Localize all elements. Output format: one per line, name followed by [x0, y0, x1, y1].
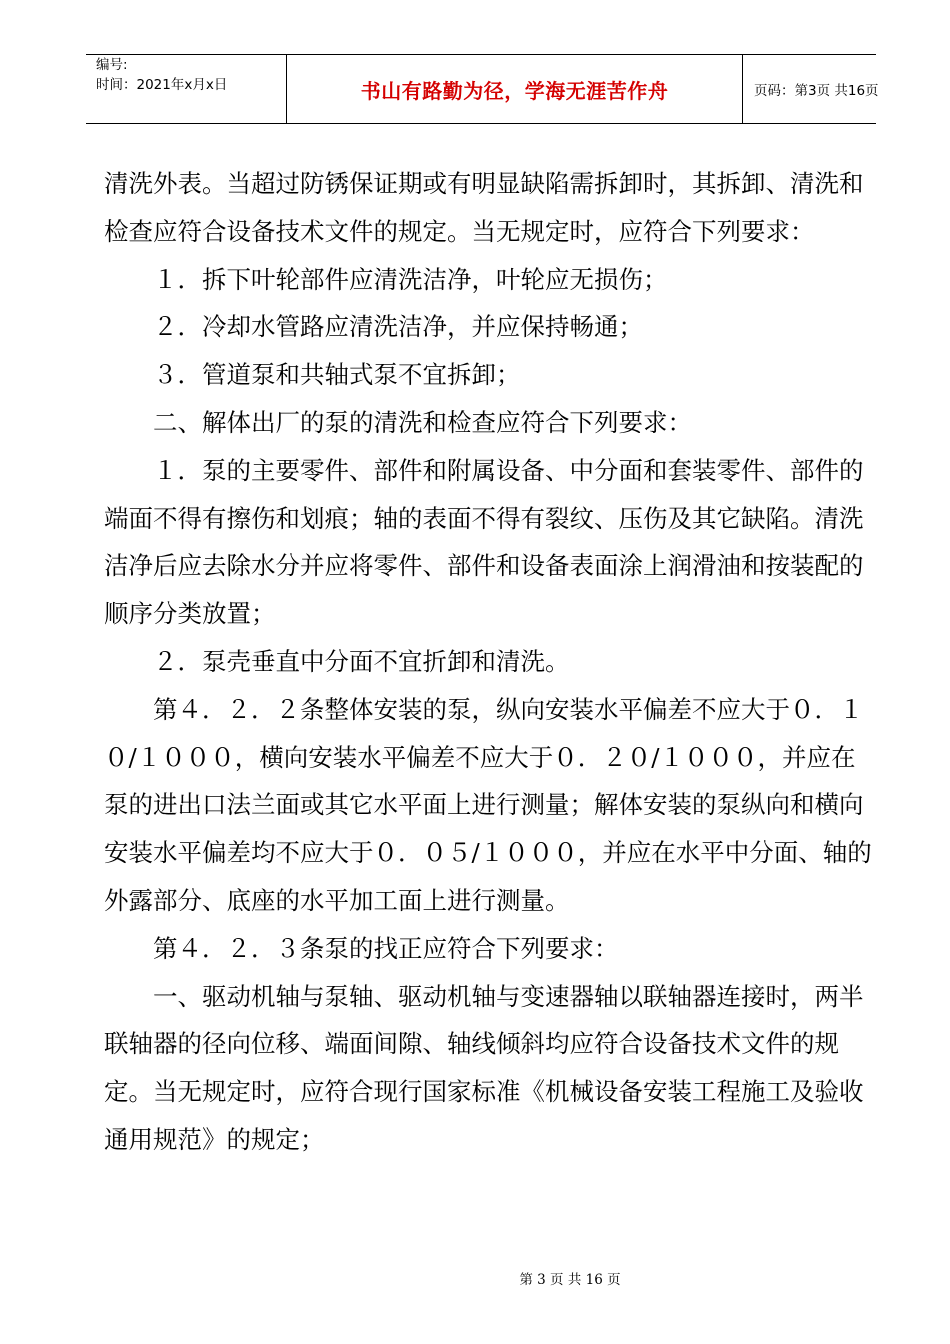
- article-paragraph: 第４．２．３条泵的找正应符合下列要求：: [153, 933, 619, 963]
- section-item: 一、驱动机轴与泵轴、驱动机轴与变速器轴以联轴器连接时，两半联轴器的径向位移、端面间隙、轴线倾斜均应符合设备技术文件的规定。当无规定时，应符合现行国家标准《机械设备安装工程施工及验收通用规范》的规定；: [104, 981, 864, 1154]
- list-item: １．泵的主要零件、部件和附属设备、中分面和套装零件、部件的端面不得有擦伤和划痕；轴的表面不得有裂纹、压伤及其它缺陷。清洗洁净后应去除水分并应将零件、部件和设备表面涂上润滑油和按装配的顺序分类放置；: [104, 455, 864, 629]
- header-motto: 书山有路勤为径，学海无涯苦作舟: [360, 78, 669, 103]
- paragraph-continuation: 清洗外表。当超过防锈保证期或有明显缺陷需拆卸时，其拆卸、清洗和检查应符合设备技术文件的规定。当无规定时，应符合下列要求：: [104, 169, 864, 246]
- document-body: [104, 160, 874, 1164]
- article-paragraph: 第４．２．２条整体安装的泵，纵向安装水平偏差不应大于０．１０/１０００，横向安装水平偏差不应大于０．２０/１０００，并应在泵的进出口法兰面或其它水平面上进行测量；解体安装的泵纵向和横向安装水平偏差均不应大于０．０５/１０００，并应在水平中分面、轴的外露部分、底座的水平加工面上进行测量。: [104, 694, 872, 915]
- header-page-info: 页码：第3页 共16页: [754, 83, 879, 99]
- list-item: ３．管道泵和共轴式泵不宜拆卸；: [153, 360, 521, 390]
- document-code-label: 编号:: [96, 57, 128, 73]
- section-item: 二、解体出厂的泵的清洗和检查应符合下列要求：: [153, 407, 692, 437]
- page-footer: [0, 1268, 950, 1288]
- list-item: １．拆下叶轮部件应清洗洁净，叶轮应无损伤；: [153, 264, 668, 294]
- footer-page-number: 第 3 页 共 16 页: [519, 1272, 621, 1288]
- list-item: ２．冷却水管路应清洗洁净，并应保持畅通；: [153, 312, 643, 342]
- page-header: [86, 54, 879, 124]
- list-item: ２．泵壳垂直中分面不宜折卸和清洗。: [153, 646, 570, 676]
- header-page-cell: [742, 55, 879, 123]
- header-motto-cell: [286, 55, 743, 123]
- header-meta: [86, 55, 286, 123]
- document-date: 时间：2021年x月x日: [96, 77, 228, 93]
